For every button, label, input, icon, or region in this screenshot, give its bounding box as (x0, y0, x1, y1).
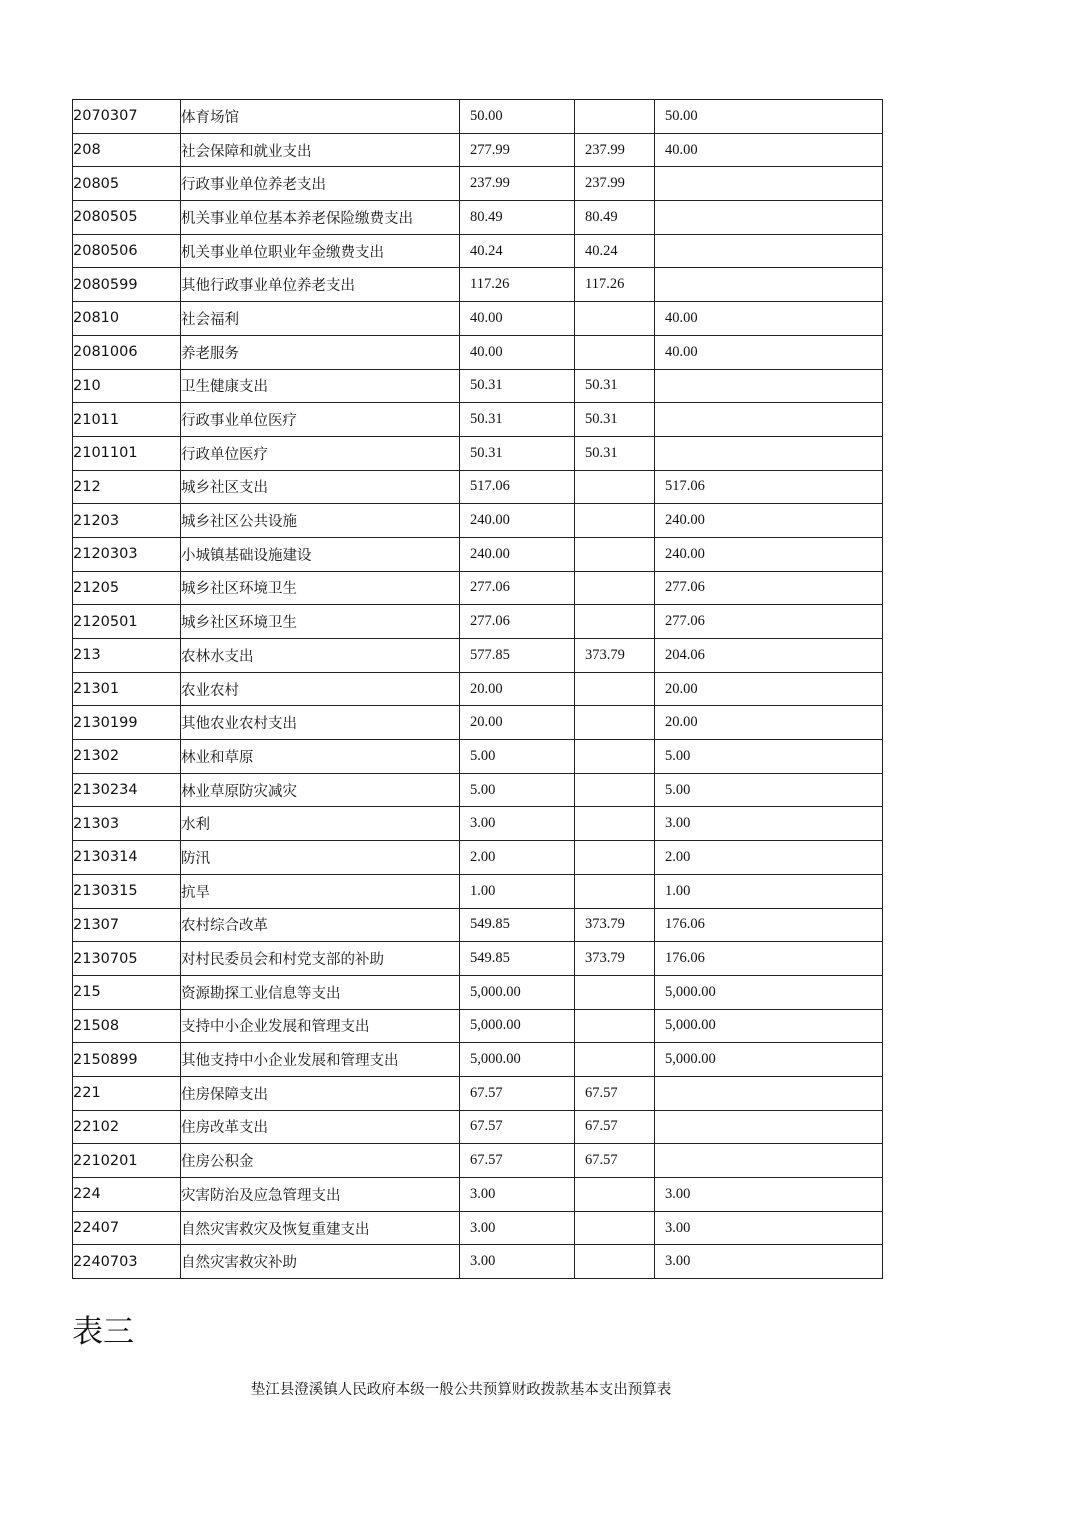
subject-name-cell: 住房改革支出 (181, 1110, 460, 1144)
project-expenditure-cell: 3.00 (655, 1178, 883, 1212)
basic-expenditure-cell: 237.99 (575, 133, 655, 167)
subject-name-cell: 城乡社区环境卫生 (181, 605, 460, 639)
subject-code-cell: 2130705 (73, 942, 181, 976)
total-amount-cell: 67.57 (460, 1076, 575, 1110)
table-row (73, 470, 883, 504)
subject-code-cell: 22102 (73, 1110, 181, 1144)
basic-expenditure-cell (575, 773, 655, 807)
subject-code-cell: 2130199 (73, 706, 181, 740)
subject-code-cell: 2120501 (73, 605, 181, 639)
basic-expenditure-cell (575, 706, 655, 740)
subject-name-cell: 城乡社区支出 (181, 470, 460, 504)
subject-code-cell: 2081006 (73, 335, 181, 369)
subject-name-cell: 资源勘探工业信息等支出 (181, 975, 460, 1009)
project-expenditure-cell: 20.00 (655, 672, 883, 706)
subject-name-cell: 其他农业农村支出 (181, 706, 460, 740)
subject-name-cell: 对村民委员会和村党支部的补助 (181, 942, 460, 976)
total-amount-cell: 40.24 (460, 234, 575, 268)
subject-name-cell: 农业农村 (181, 672, 460, 706)
table-row (73, 841, 883, 875)
table-row (73, 234, 883, 268)
total-amount-cell: 5.00 (460, 773, 575, 807)
total-amount-cell: 517.06 (460, 470, 575, 504)
table-row (73, 268, 883, 302)
table-row (73, 639, 883, 673)
project-expenditure-cell: 240.00 (655, 504, 883, 538)
basic-expenditure-cell: 67.57 (575, 1144, 655, 1178)
subject-name-cell: 社会保障和就业支出 (181, 133, 460, 167)
subject-code-cell: 215 (73, 975, 181, 1009)
project-expenditure-cell: 50.00 (655, 100, 883, 134)
basic-expenditure-cell (575, 100, 655, 134)
project-expenditure-cell: 277.06 (655, 571, 883, 605)
project-expenditure-cell: 204.06 (655, 639, 883, 673)
basic-expenditure-cell (575, 504, 655, 538)
total-amount-cell: 3.00 (460, 807, 575, 841)
project-expenditure-cell: 20.00 (655, 706, 883, 740)
basic-expenditure-cell: 50.31 (575, 369, 655, 403)
subject-code-cell: 21307 (73, 908, 181, 942)
table-row (73, 1043, 883, 1077)
next-table-title: 垫江县澄溪镇人民政府本级一般公共预算财政拨款基本支出预算表 (250, 1382, 672, 1398)
total-amount-cell: 50.00 (460, 100, 575, 134)
basic-expenditure-cell (575, 605, 655, 639)
subject-code-cell: 22407 (73, 1211, 181, 1245)
total-amount-cell: 2.00 (460, 841, 575, 875)
subject-name-cell: 自然灾害救灾补助 (181, 1245, 460, 1279)
table-row (73, 672, 883, 706)
project-expenditure-cell: 3.00 (655, 1245, 883, 1279)
basic-expenditure-cell (575, 740, 655, 774)
basic-expenditure-cell (575, 1178, 655, 1212)
subject-name-cell: 抗旱 (181, 874, 460, 908)
table-row (73, 975, 883, 1009)
project-expenditure-cell: 176.06 (655, 942, 883, 976)
total-amount-cell: 20.00 (460, 672, 575, 706)
project-expenditure-cell: 2.00 (655, 841, 883, 875)
subject-name-cell: 林业草原防灾减灾 (181, 773, 460, 807)
project-expenditure-cell (655, 403, 883, 437)
total-amount-cell: 5,000.00 (460, 1043, 575, 1077)
project-expenditure-cell: 176.06 (655, 908, 883, 942)
project-expenditure-cell: 40.00 (655, 302, 883, 336)
subject-name-cell: 其他支持中小企业发展和管理支出 (181, 1043, 460, 1077)
subject-name-cell: 城乡社区公共设施 (181, 504, 460, 538)
table-row (73, 874, 883, 908)
total-amount-cell: 1.00 (460, 874, 575, 908)
table-row (73, 403, 883, 437)
subject-code-cell: 2130314 (73, 841, 181, 875)
basic-expenditure-cell: 67.57 (575, 1076, 655, 1110)
total-amount-cell: 67.57 (460, 1110, 575, 1144)
subject-code-cell: 224 (73, 1178, 181, 1212)
subject-code-cell: 2130315 (73, 874, 181, 908)
table-row (73, 1144, 883, 1178)
basic-expenditure-cell: 67.57 (575, 1110, 655, 1144)
total-amount-cell: 240.00 (460, 504, 575, 538)
project-expenditure-cell: 240.00 (655, 537, 883, 571)
project-expenditure-cell: 40.00 (655, 133, 883, 167)
total-amount-cell: 80.49 (460, 201, 575, 235)
basic-expenditure-cell (575, 672, 655, 706)
total-amount-cell: 50.31 (460, 369, 575, 403)
project-expenditure-cell (655, 234, 883, 268)
total-amount-cell: 5,000.00 (460, 975, 575, 1009)
table-row (73, 201, 883, 235)
total-amount-cell: 3.00 (460, 1245, 575, 1279)
subject-name-cell: 水利 (181, 807, 460, 841)
project-expenditure-cell: 277.06 (655, 605, 883, 639)
table-row (73, 100, 883, 134)
basic-expenditure-cell: 50.31 (575, 403, 655, 437)
total-amount-cell: 5,000.00 (460, 1009, 575, 1043)
subject-code-cell: 2150899 (73, 1043, 181, 1077)
total-amount-cell: 5.00 (460, 740, 575, 774)
basic-expenditure-cell: 40.24 (575, 234, 655, 268)
project-expenditure-cell (655, 1076, 883, 1110)
subject-code-cell: 2130234 (73, 773, 181, 807)
subject-code-cell: 2120303 (73, 537, 181, 571)
subject-name-cell: 自然灾害救灾及恢复重建支出 (181, 1211, 460, 1245)
subject-code-cell: 210 (73, 369, 181, 403)
total-amount-cell: 40.00 (460, 335, 575, 369)
subject-code-cell: 2101101 (73, 436, 181, 470)
table-row (73, 133, 883, 167)
basic-expenditure-cell (575, 1245, 655, 1279)
table-row (73, 1009, 883, 1043)
basic-expenditure-cell (575, 975, 655, 1009)
project-expenditure-cell: 40.00 (655, 335, 883, 369)
table-row (73, 942, 883, 976)
table-row (73, 1076, 883, 1110)
total-amount-cell: 50.31 (460, 403, 575, 437)
budget-expenditure-table (72, 99, 883, 1279)
project-expenditure-cell (655, 167, 883, 201)
subject-name-cell: 卫生健康支出 (181, 369, 460, 403)
basic-expenditure-cell: 373.79 (575, 908, 655, 942)
subject-name-cell: 机关事业单位职业年金缴费支出 (181, 234, 460, 268)
table-row (73, 335, 883, 369)
table-row (73, 537, 883, 571)
basic-expenditure-cell (575, 470, 655, 504)
project-expenditure-cell: 517.06 (655, 470, 883, 504)
basic-expenditure-cell: 117.26 (575, 268, 655, 302)
subject-name-cell: 农林水支出 (181, 639, 460, 673)
total-amount-cell: 237.99 (460, 167, 575, 201)
table-row (73, 605, 883, 639)
subject-code-cell: 2080506 (73, 234, 181, 268)
total-amount-cell: 577.85 (460, 639, 575, 673)
basic-expenditure-cell (575, 537, 655, 571)
project-expenditure-cell (655, 436, 883, 470)
project-expenditure-cell: 3.00 (655, 1211, 883, 1245)
basic-expenditure-cell (575, 335, 655, 369)
subject-code-cell: 2070307 (73, 100, 181, 134)
table-row (73, 436, 883, 470)
total-amount-cell: 240.00 (460, 537, 575, 571)
table-row (73, 1211, 883, 1245)
subject-code-cell: 21301 (73, 672, 181, 706)
subject-name-cell: 林业和草原 (181, 740, 460, 774)
project-expenditure-cell: 1.00 (655, 874, 883, 908)
subject-code-cell: 21203 (73, 504, 181, 538)
total-amount-cell: 3.00 (460, 1178, 575, 1212)
basic-expenditure-cell: 373.79 (575, 942, 655, 976)
total-amount-cell: 117.26 (460, 268, 575, 302)
table-row (73, 1110, 883, 1144)
total-amount-cell: 277.06 (460, 571, 575, 605)
subject-code-cell: 20805 (73, 167, 181, 201)
subject-name-cell: 灾害防治及应急管理支出 (181, 1178, 460, 1212)
basic-expenditure-cell: 80.49 (575, 201, 655, 235)
table-row (73, 167, 883, 201)
table-row (73, 1178, 883, 1212)
subject-code-cell: 21205 (73, 571, 181, 605)
subject-code-cell: 208 (73, 133, 181, 167)
table-row (73, 369, 883, 403)
subject-name-cell: 行政事业单位医疗 (181, 403, 460, 437)
project-expenditure-cell: 5,000.00 (655, 1009, 883, 1043)
subject-code-cell: 21508 (73, 1009, 181, 1043)
subject-name-cell: 社会福利 (181, 302, 460, 336)
total-amount-cell: 40.00 (460, 302, 575, 336)
total-amount-cell: 20.00 (460, 706, 575, 740)
basic-expenditure-cell: 237.99 (575, 167, 655, 201)
project-expenditure-cell (655, 1110, 883, 1144)
table-row (73, 807, 883, 841)
basic-expenditure-cell (575, 302, 655, 336)
subject-name-cell: 行政单位医疗 (181, 436, 460, 470)
table-row (73, 571, 883, 605)
total-amount-cell: 67.57 (460, 1144, 575, 1178)
total-amount-cell: 3.00 (460, 1211, 575, 1245)
project-expenditure-cell: 5,000.00 (655, 1043, 883, 1077)
table-row (73, 740, 883, 774)
project-expenditure-cell: 5.00 (655, 773, 883, 807)
subject-name-cell: 体育场馆 (181, 100, 460, 134)
basic-expenditure-cell: 373.79 (575, 639, 655, 673)
subject-name-cell: 住房公积金 (181, 1144, 460, 1178)
subject-code-cell: 2240703 (73, 1245, 181, 1279)
basic-expenditure-cell: 50.31 (575, 436, 655, 470)
subject-code-cell: 21011 (73, 403, 181, 437)
total-amount-cell: 277.06 (460, 605, 575, 639)
project-expenditure-cell (655, 201, 883, 235)
basic-expenditure-cell (575, 807, 655, 841)
basic-expenditure-cell (575, 1043, 655, 1077)
subject-code-cell: 20810 (73, 302, 181, 336)
subject-name-cell: 支持中小企业发展和管理支出 (181, 1009, 460, 1043)
basic-expenditure-cell (575, 1211, 655, 1245)
project-expenditure-cell: 5,000.00 (655, 975, 883, 1009)
project-expenditure-cell: 3.00 (655, 807, 883, 841)
project-expenditure-cell (655, 369, 883, 403)
subject-name-cell: 行政事业单位养老支出 (181, 167, 460, 201)
table-row (73, 504, 883, 538)
total-amount-cell: 50.31 (460, 436, 575, 470)
basic-expenditure-cell (575, 1009, 655, 1043)
subject-code-cell: 2210201 (73, 1144, 181, 1178)
total-amount-cell: 549.85 (460, 942, 575, 976)
basic-expenditure-cell (575, 874, 655, 908)
subject-code-cell: 212 (73, 470, 181, 504)
subject-name-cell: 城乡社区环境卫生 (181, 571, 460, 605)
project-expenditure-cell (655, 1144, 883, 1178)
table-row (73, 302, 883, 336)
subject-name-cell: 小城镇基础设施建设 (181, 537, 460, 571)
subject-name-cell: 养老服务 (181, 335, 460, 369)
table-body (73, 100, 883, 1279)
basic-expenditure-cell (575, 571, 655, 605)
basic-expenditure-cell (575, 841, 655, 875)
total-amount-cell: 277.99 (460, 133, 575, 167)
subject-code-cell: 2080505 (73, 201, 181, 235)
subject-code-cell: 2080599 (73, 268, 181, 302)
subject-name-cell: 农村综合改革 (181, 908, 460, 942)
subject-code-cell: 221 (73, 1076, 181, 1110)
section-heading: 表三 (72, 1314, 134, 1350)
project-expenditure-cell (655, 268, 883, 302)
total-amount-cell: 549.85 (460, 908, 575, 942)
subject-code-cell: 213 (73, 639, 181, 673)
subject-name-cell: 住房保障支出 (181, 1076, 460, 1110)
table-row (73, 1245, 883, 1279)
subject-code-cell: 21303 (73, 807, 181, 841)
subject-name-cell: 其他行政事业单位养老支出 (181, 268, 460, 302)
subject-name-cell: 机关事业单位基本养老保险缴费支出 (181, 201, 460, 235)
subject-name-cell: 防汛 (181, 841, 460, 875)
project-expenditure-cell: 5.00 (655, 740, 883, 774)
subject-code-cell: 21302 (73, 740, 181, 774)
table-row (73, 706, 883, 740)
table-row (73, 908, 883, 942)
table-row (73, 773, 883, 807)
